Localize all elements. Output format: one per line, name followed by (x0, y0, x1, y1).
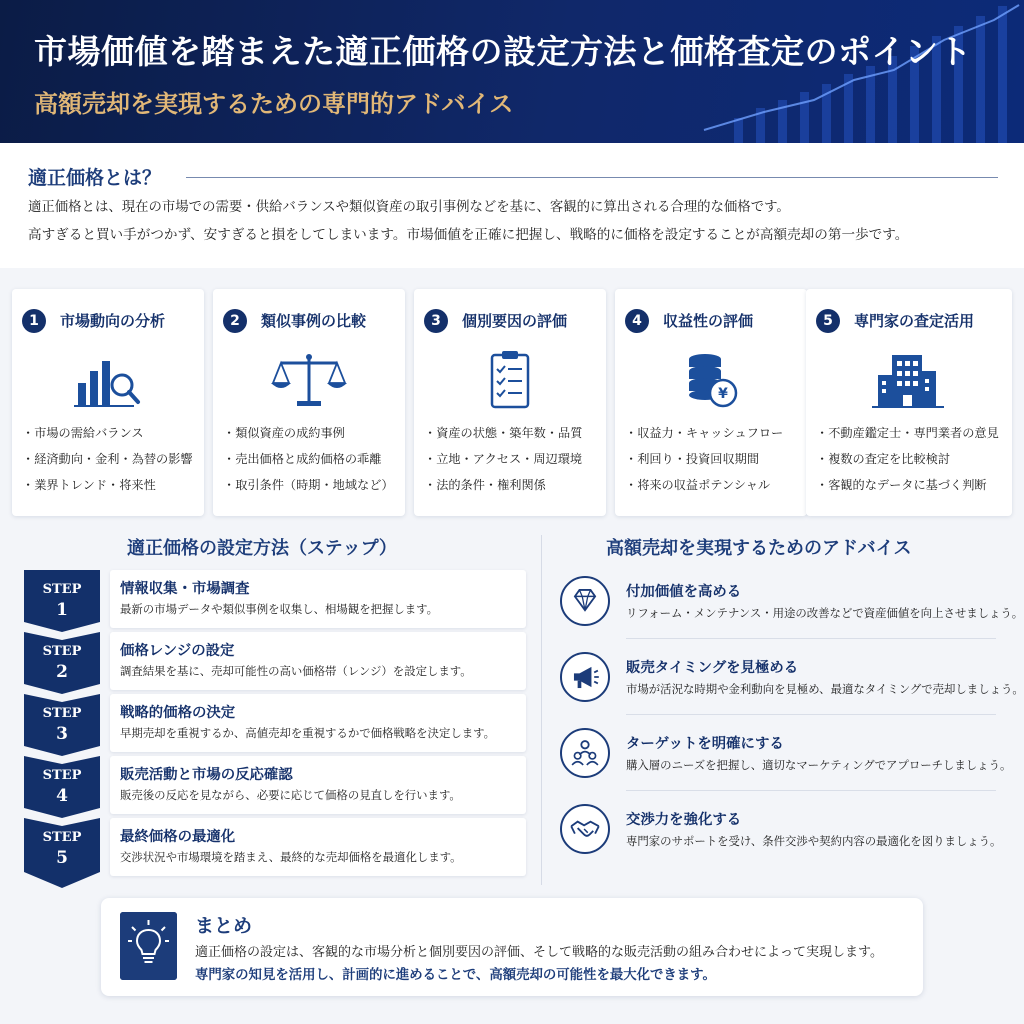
advice-title: 交渉力を強化する (626, 812, 742, 828)
factor-number-badge: 4 (625, 309, 649, 333)
factor-bullet-list (625, 424, 783, 502)
advice-section-title: 高額売却を実現するためのアドバイス (606, 538, 912, 559)
factor-title: 市場動向の分析 (60, 312, 166, 330)
factor-title: 個別要因の評価 (462, 312, 568, 330)
factor-number-badge: 3 (424, 309, 448, 333)
factor-card-market-analysis (12, 289, 204, 516)
handshake-icon (560, 804, 610, 854)
factor-card-expert-appraisal (806, 289, 1012, 516)
step-body (110, 570, 526, 628)
clipboard-checklist-icon (470, 349, 550, 411)
balance-scale-icon (269, 349, 349, 411)
advice-title: ターゲットを明確にする (626, 736, 784, 752)
page-subtitle: 高額売却を実現するための専門的アドバイス (34, 89, 514, 118)
section-divider (541, 535, 542, 885)
list-item: ・ 利回り・投資回収期間 (625, 450, 783, 476)
step-number: 3 (56, 724, 68, 744)
step-number: 5 (56, 848, 68, 868)
factor-bullet-list (816, 424, 999, 502)
advice-description: 市場が活況な時期や金利動向を見極め、最適なタイミングで売却しましょう。 (626, 682, 1024, 696)
step-description: 最新の市場データや類似事例を収集し、相場観を把握します。 (120, 602, 439, 616)
step-word: STEP (42, 582, 82, 597)
factor-card-similar-cases (213, 289, 405, 516)
step-body (110, 694, 526, 752)
intro-text-line-1: 適正価格とは、現在の市場での需要・供給バランスや類似資産の取引事例などを基に、客観的に算出される合理的な価格です。 (28, 200, 790, 215)
step-description: 交渉状況や市場環境を踏まえ、最終的な売却価格を最適化します。 (120, 850, 462, 864)
factor-number-badge: 1 (22, 309, 46, 333)
step-number: 1 (56, 600, 68, 620)
list-item: ・ 業界トレンド・将来性 (22, 476, 193, 502)
list-item: ・ 法的条件・権利関係 (424, 476, 582, 502)
step-body (110, 632, 526, 690)
megaphone-icon (560, 652, 610, 702)
coin-stack-yen-icon (671, 349, 751, 411)
bar-chart-magnifier-icon (68, 349, 148, 411)
step-word: STEP (42, 830, 82, 845)
step-title: 情報収集・市場調査 (120, 581, 250, 597)
step-5 (24, 818, 526, 876)
factor-title: 類似事例の比較 (261, 312, 367, 330)
step-description: 販売後の反応を見ながら、必要に応じて価格の見直しを行います。 (120, 788, 461, 802)
factor-number-badge: 2 (223, 309, 247, 333)
summary-text-line-2: 専門家の知見を活用し、計画的に進めることで、高額売却の可能性を最大化できます。 (195, 968, 716, 983)
factor-card-profitability (615, 289, 807, 516)
factor-bullet-list (22, 424, 193, 502)
advice-item-add-value (558, 576, 1024, 652)
page-title: 市場価値を踏まえた適正価格の設定方法と価格査定のポイント (34, 32, 972, 71)
list-item: ・ 立地・アクセス・周辺環境 (424, 450, 582, 476)
advice-title: 販売タイミングを見極める (626, 660, 799, 676)
advice-divider (626, 714, 996, 715)
list-item: ・ 不動産鑑定士・専門業者の意見 (816, 424, 999, 450)
diamond-icon (560, 576, 610, 626)
list-item: ・ 類似資産の成約事例 (223, 424, 394, 450)
people-target-icon (560, 728, 610, 778)
summary-text-line-1: 適正価格の設定は、客観的な市場分析と個別要因の評価、そして戦略的な販売活動の組み合わせによって実現します。 (195, 945, 883, 960)
step-body (110, 756, 526, 814)
factor-bullet-list (424, 424, 582, 502)
step-word: STEP (42, 644, 82, 659)
advice-description: 専門家のサポートを受け、条件交渉や契約内容の最適化を図りましょう。 (626, 834, 1002, 848)
steps-section-title: 適正価格の設定方法（ステップ） (127, 538, 397, 559)
lightbulb-icon (120, 912, 177, 980)
step-4 (24, 756, 526, 814)
advice-divider (626, 638, 996, 639)
factor-title: 専門家の査定活用 (854, 312, 975, 330)
intro-text-line-2: 高すぎると買い手がつかず、安すぎると損をしてしまいます。市場価値を正確に把握し、戦略的に価格を設定することが高額売却の第一歩です。 (28, 227, 909, 243)
advice-description: 購入層のニーズを把握し、適切なマーケティングでアプローチしましょう。 (626, 758, 1012, 772)
header-banner (0, 0, 1024, 143)
factor-card-individual-factors (414, 289, 606, 516)
intro-divider (186, 177, 998, 178)
list-item: ・ 客観的なデータに基づく判断 (816, 476, 999, 502)
svg-text:¥: ¥ (718, 386, 728, 402)
list-item: ・ 取引条件（時期・地域など） (223, 476, 394, 502)
step-title: 最終価格の最適化 (120, 829, 236, 845)
factor-title: 収益性の評価 (663, 312, 754, 330)
step-title: 販売活動と市場の反応確認 (120, 767, 293, 783)
step-description: 調査結果を基に、売却可能性の高い価格帯（レンジ）を設定します。 (120, 664, 472, 678)
step-word: STEP (42, 768, 82, 783)
step-title: 価格レンジの設定 (120, 643, 235, 659)
factor-number-badge: 5 (816, 309, 840, 333)
step-word: STEP (42, 706, 82, 721)
advice-divider (626, 790, 996, 791)
step-title: 戦略的価格の決定 (120, 705, 236, 721)
advice-item-target (558, 728, 1012, 804)
summary-title: まとめ (195, 915, 253, 937)
list-item: ・ 複数の査定を比較検討 (816, 450, 999, 476)
factor-bullet-list (223, 424, 394, 502)
list-item: ・ 市場の需給バランス (22, 424, 193, 450)
advice-title: 付加価値を高める (626, 584, 742, 600)
step-body (110, 818, 526, 876)
step-1 (24, 570, 526, 628)
advice-description: リフォーム・メンテナンス・用途の改善などで資産価値を向上させましょう。 (626, 606, 1024, 620)
list-item: ・ 売出価格と成約価格の乖離 (223, 450, 394, 476)
list-item: ・ 資産の状態・築年数・品質 (424, 424, 582, 450)
office-building-icon (868, 349, 948, 411)
list-item: ・ 収益力・キャッシュフロー (625, 424, 783, 450)
step-2 (24, 632, 526, 690)
summary-box (101, 898, 923, 996)
step-description: 早期売却を重視するか、高値売却を重視するかで価格戦略を決定します。 (120, 726, 495, 740)
list-item: ・ 将来の収益ポテンシャル (625, 476, 783, 502)
list-item: ・ 経済動向・金利・為替の影響 (22, 450, 193, 476)
step-number: 4 (56, 786, 68, 806)
step-number: 2 (56, 662, 68, 682)
step-3 (24, 694, 526, 752)
advice-item-timing (558, 652, 1024, 728)
intro-title: 適正価格とは？ (28, 167, 162, 189)
advice-item-negotiation (558, 804, 1002, 880)
